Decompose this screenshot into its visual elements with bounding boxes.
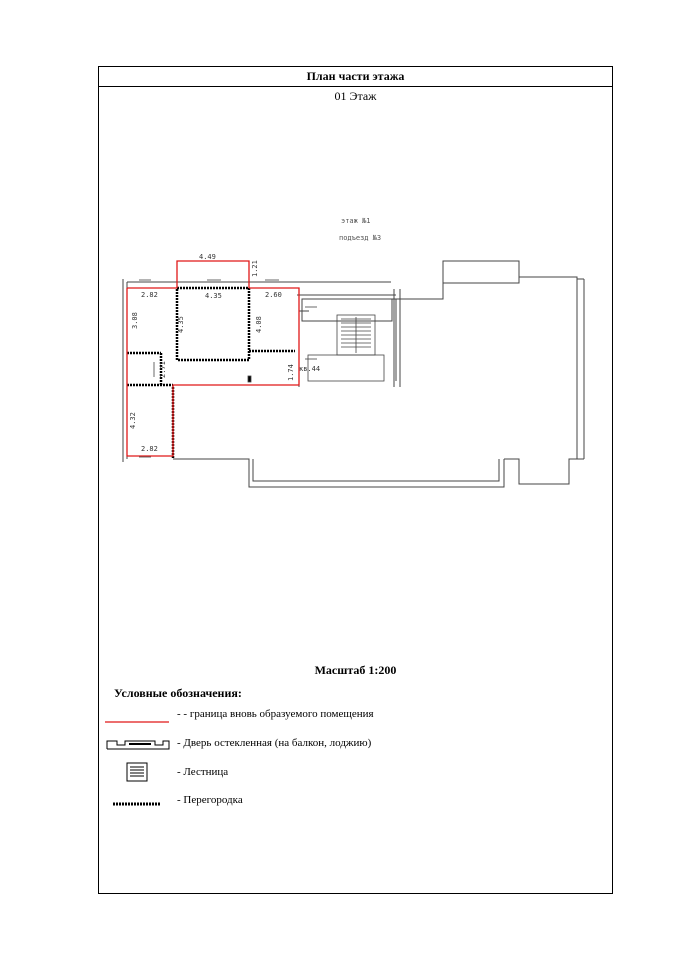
dim-1-21: 1.21 xyxy=(251,260,259,277)
page-title: План части этажа xyxy=(99,67,612,87)
dim-2-71: 2.71 xyxy=(159,361,167,378)
dim-2-60: 2.60 xyxy=(265,291,282,299)
scale-label: Масштаб 1:200 xyxy=(314,663,397,677)
legend-partition-symbol xyxy=(113,801,163,807)
dim-2-82-bottom: 2.82 xyxy=(141,445,158,453)
legend-door-symbol xyxy=(105,737,171,751)
dim-1-74: 1.74 xyxy=(287,364,295,381)
entrance-note: подъезд №3 xyxy=(339,234,382,242)
legend-boundary-symbol xyxy=(105,719,171,725)
dim-4-32: 4.32 xyxy=(129,412,137,429)
dim-4-49: 4.49 xyxy=(199,253,216,261)
legend-boundary: - - граница вновь образуемого помещения xyxy=(177,708,374,720)
drawing-sheet xyxy=(98,66,613,894)
dim-4-08: 4.08 xyxy=(255,316,263,333)
legend-stair: - Лестница xyxy=(177,766,229,778)
dim-4-35-side: 4.35 xyxy=(177,316,185,333)
dim-4-35-top: 4.35 xyxy=(205,292,222,300)
legend-partition: - Перегородка xyxy=(177,794,243,806)
floor-note: этаж №1 xyxy=(341,217,371,225)
partitions xyxy=(127,288,295,459)
floor-plan xyxy=(99,67,614,627)
legend-door: - Дверь остекленная (на балкон, лоджию) xyxy=(177,737,372,749)
legend-stair-symbol xyxy=(125,761,149,783)
floor-label: 01 Этаж xyxy=(334,89,377,103)
legend-title: Условные обозначения: xyxy=(114,686,242,700)
dim-2-82-top: 2.82 xyxy=(141,291,158,299)
building-outline xyxy=(123,261,584,487)
apartment-label: кв.44 xyxy=(299,365,321,373)
dim-3-08: 3.08 xyxy=(131,312,139,329)
